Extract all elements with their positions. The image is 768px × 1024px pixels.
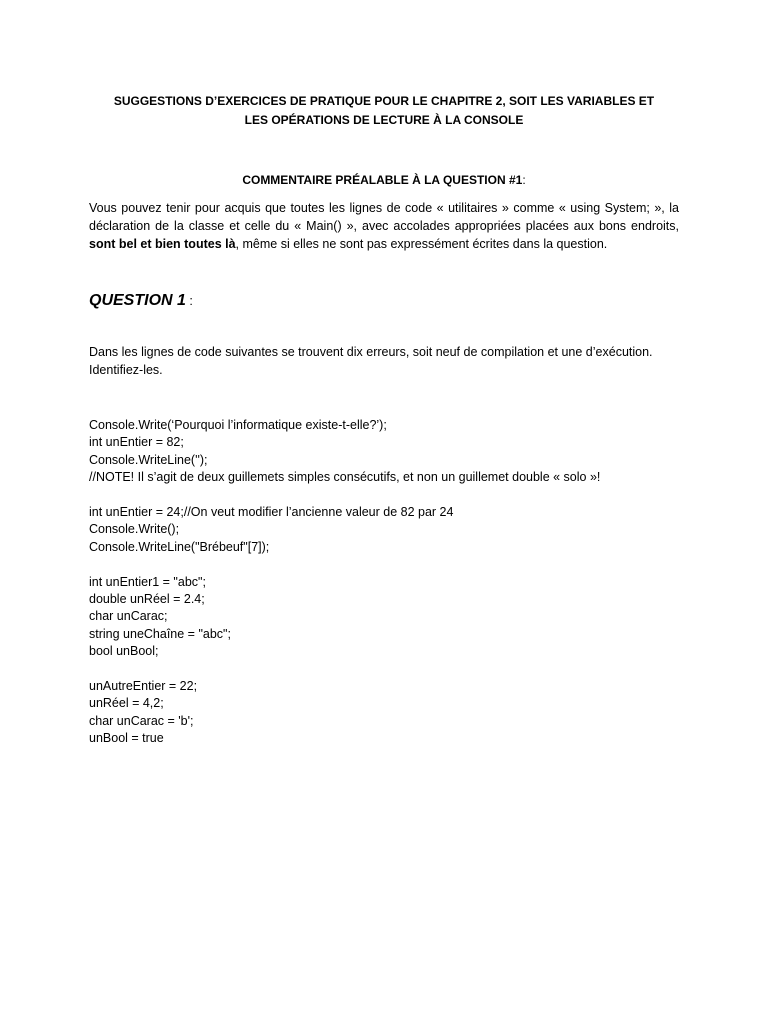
code-line: unRéel = 4,2;	[89, 696, 164, 711]
document-title: SUGGESTIONS D’EXERCICES DE PRATIQUE POUR LE CHAPITRE 2, SOIT LES VARIABLES ET LES OPÉRATIONS DE LECTURE À LA CONSOLE	[113, 94, 655, 127]
comment-paragraph-part2: , même si elles ne sont pas expressément écrites dans la question.	[235, 237, 608, 251]
code-group	[89, 417, 679, 487]
code-line: char unCarac;	[89, 609, 168, 624]
code-line: int unEntier1 = "abc";	[89, 574, 206, 589]
code-group	[89, 678, 679, 748]
code-line: double unRéel = 2.4;	[89, 592, 205, 607]
code-line: unBool = true	[89, 731, 164, 746]
comment-heading-suffix: :	[522, 173, 526, 187]
comment-heading-text: COMMENTAIRE PRÉALABLE À LA QUESTION #1	[242, 173, 523, 187]
code-line: Console.Write(‘Pourquoi l’informatique existe-t-elle?’);	[89, 418, 387, 432]
code-line: Console.WriteLine("Brébeuf"[7]);	[89, 539, 270, 554]
question-intro: Dans les lignes de code suivantes se trouvent dix erreurs, soit neuf de compilation et une d’exécution. Identifiez-les.	[89, 345, 653, 377]
comment-paragraph-part1: Vous pouvez tenir pour acquis que toutes les lignes de code « utilitaires » comme « using System; », la déclaration de la classe et celle du « Main() », avec accolades appropriées placées aux bons endroits,	[89, 201, 679, 233]
code-block	[89, 417, 679, 748]
code-group	[89, 504, 679, 556]
code-group	[89, 574, 679, 661]
code-line: string uneChaîne = "abc";	[89, 626, 231, 641]
question-label-suffix: :	[185, 294, 193, 308]
comment-heading	[89, 171, 679, 189]
code-line: int unEntier = 82;	[89, 435, 184, 450]
code-line: unAutreEntier = 22;	[89, 679, 198, 694]
code-line: Console.WriteLine('');	[89, 452, 208, 467]
code-line: bool unBool;	[89, 644, 159, 659]
question-heading	[89, 289, 679, 313]
question-label: QUESTION 1	[89, 292, 186, 309]
code-line: Console.Write();	[89, 522, 180, 537]
code-line: char unCarac = 'b';	[89, 713, 194, 728]
comment-paragraph-emphasis: sont bel et bien toutes là	[89, 237, 236, 251]
code-line: //NOTE! Il s’agit de deux guillemets simples consécutifs, et non un guillemet double « solo »!	[89, 470, 601, 485]
code-line: int unEntier = 24;//On veut modifier l’ancienne valeur de 82 par 24	[89, 505, 454, 520]
comment-paragraph	[89, 199, 679, 253]
